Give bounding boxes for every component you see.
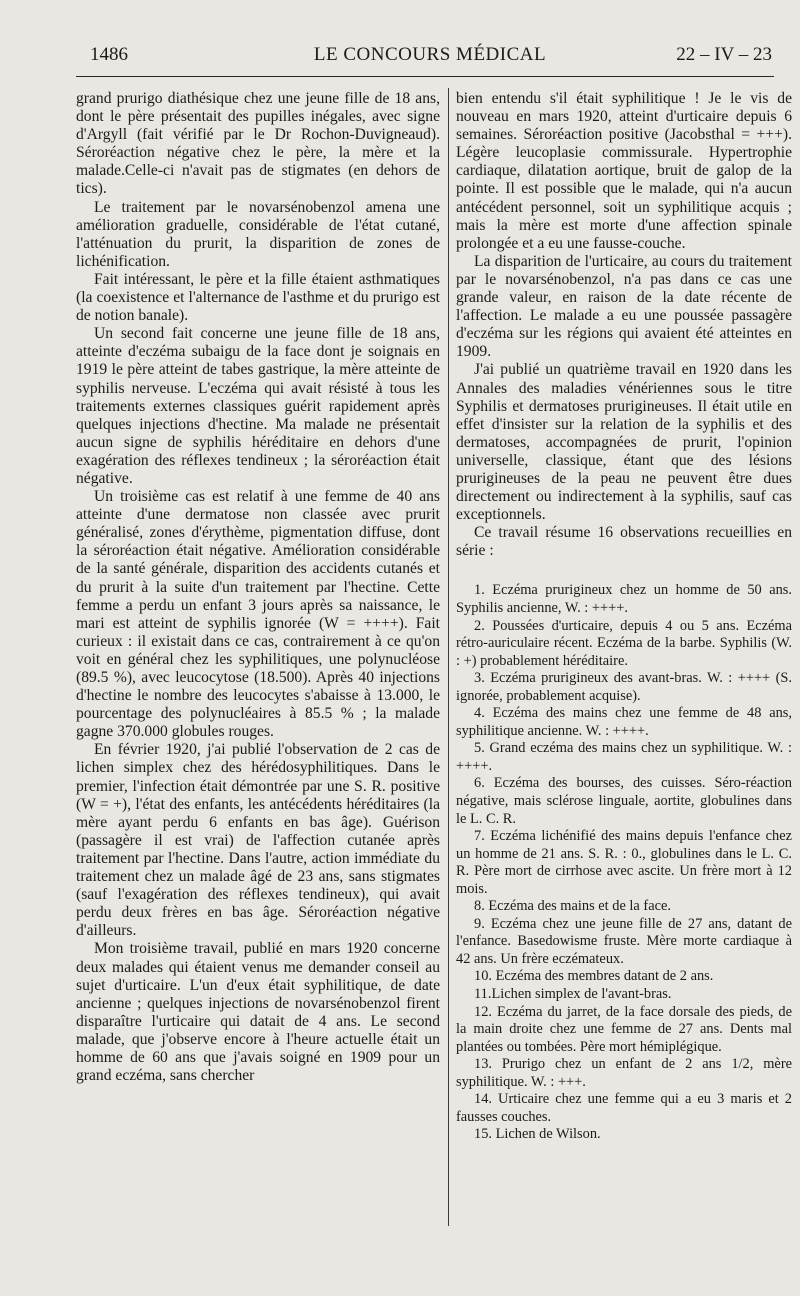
list-item: 4. Eczéma des mains chez une femme de 48 ans, syphilitique ancienne. W. : ++++.: [456, 705, 792, 739]
list-item: 14. Urticaire chez une femme qui a eu 3 maris et 2 fausses couches.: [456, 1091, 792, 1125]
paragraph: Un troisième cas est relatif à une femme de 40 ans atteinte d'une dermatose non classée avec prurit généralisé, zones d'érythème, pigmentation diffuse, dont la séroréaction était négative. Amélioration considérable de la santé générale, disparition des accidents cutanés et du prurit à la suite d'un traitement par l'hectine. Cette femme a perdu un enfant 3 jours après sa naissance, le mari est atteint de syphilis ignorée (W = ++++). Fait curieux : il existait dans ce cas, contrairement à ce qu'on voit en général chez les syphilitiques, une polynucléose (89.5 %), avec leucocytose (18.500). Après 40 injections d'hectine le nombre des leucocytes s'abaisse à 13.000, le pourcentage des polynucléaires à 85.5 % ; la malade gagne 370.000 globules rouges.: [76, 488, 440, 741]
header-rule: [76, 76, 774, 77]
paragraph: En février 1920, j'ai publié l'observation de 2 cas de lichen simplex chez des hérédosyphilitiques. Dans le premier, l'infection était démontrée par une S. R. positive (W = +), l'état des enfants, les antécédents héréditaires (la mère ayant perdu 6 enfants en bas âge). Guérison (passagère il est vrai) de l'affection cutanée après traitement par l'hectine. Dans l'autre, action immédiate du traitement chez un malade âgé de 23 ans, sans stigmates (sauf l'exagération des réflexes tendineux), qui avait perdu deux frères en bas âge. Séroréaction négative d'ailleurs.: [76, 741, 440, 940]
list-item: 11.Lichen simplex de l'avant-bras.: [474, 986, 672, 1003]
right-column: [456, 90, 792, 1236]
paragraph: Un second fait concerne une jeune fille de 18 ans, atteinte d'eczéma subaigu de la face dont je soignais en 1919 le père atteint de tabes gastrique, la mère atteinte de syphilis nerveuse. L'eczéma qui avait résisté à tous les traitements externes classiques guérit rapidement après quelques injections d'hectine. Ma malade ne présentait aucun signe de syphilis héréditaire en dehors d'une exagération des réflexes tendineux ; la séroréaction était négative.: [76, 325, 440, 487]
list-item: 1. Eczéma prurigineux chez un homme de 50 ans. Syphilis ancienne, W. : ++++.: [456, 582, 792, 616]
list-item: 12. Eczéma du jarret, de la face dorsale des pieds, de la main droite chez une femme de 27 ans. Dents mal plantées ou tombées. Père mort hémiplégique.: [456, 1003, 792, 1055]
paragraph: Fait intéressant, le père et la fille étaient asthmatiques (la coexistence et l'alternance de l'asthme et du prurigo est de notion banale).: [76, 270, 440, 325]
paragraph: grand prurigo diathésique chez une jeune fille de 18 ans, dont le père présentait des pupilles inégales, avec signe d'Argyll (fait vérifié par le Dr Rochon-Duvigneaud). Séroréaction négative chez le père, la mère et la malade.Celle-ci n'avait pas de stigmates (en dehors de tics).: [76, 90, 440, 198]
list-item: 6. Eczéma des bourses, des cuisses. Séro-réaction négative, mais sclérose linguale, aortite, globulines dans le L. C. R.: [456, 775, 792, 827]
list-item: 8. Eczéma des mains et de la face.: [474, 898, 671, 915]
journal-title: LE CONCOURS MÉDICAL: [313, 44, 547, 65]
list-item: 15. Lichen de Wilson.: [474, 1126, 601, 1143]
paragraph: Le traitement par le novarsénobenzol amena une amélioration graduelle, considérable de l'état cutané, l'atténuation du prurit, la disparition de zones de lichénification.: [76, 198, 440, 270]
paragraph: La disparition de l'urticaire, au cours du traitement par le novarsénobenzol, n'a pas dans ce cas une grande valeur, en raison de la date récente de l'affection. Le malade a eu une poussée passagère d'eczéma sur les régions qui avaient été atteintes en 1909.: [456, 252, 792, 361]
paragraph: Mon troisième travail, publié en mars 1920 concerne deux malades qui étaient venus me demander conseil au sujet d'urticaire. L'un d'eux était syphilitique, de date ancienne ; quelques injections de novarsénobenzol firent disparaître l'urticaire qui datait de 4 ans. Le second malade, que j'observe encore à l'heure actuelle était un homme de 60 ans que j'avais soigné en 1909 pour un grand eczéma, sans chercher: [76, 940, 440, 1085]
list-item: 13. Prurigo chez un enfant de 2 ans 1/2, mère syphilitique. W. : +++.: [456, 1056, 792, 1090]
observation-list: [456, 582, 792, 1144]
paragraph: bien entendu s'il était syphilitique ! Je le vis de nouveau en mars 1920, atteint d'urticaire depuis 6 semaines. Séroréaction positive (Jacobsthal = +++). Légère leucoplasie commissurale. Hypertrophie cardiaque, dilatation aortique, bruit de galop de la pointe. Il est possible que le malade, qui n'a aucun antécédent personnel, soit un syphilitique acquis ; mais la mère est morte d'une affection spinale prolongée et a eu une fausse-couche.: [456, 90, 792, 252]
left-column: [76, 90, 440, 1236]
paragraph: J'ai publié un quatrième travail en 1920 dans les Annales des maladies vénériennes sous le titre Syphilis et dermatoses prurigineuses. Il était utile en effet d'insister sur la relation de la syphilis et des dermatoses, accompagnées de prurit, l'opinion universelle, classique, étant que des lésions prurigineuses de la peau ne peuvent être dues directement ou indirectement à la syphilis, sauf cas exceptionnels.: [456, 361, 792, 524]
page-header: [80, 44, 780, 72]
list-item: 5. Grand eczéma des mains chez un syphilitique. W. : ++++.: [456, 740, 792, 774]
list-item: 2. Poussées d'urticaire, depuis 4 ou 5 ans. Eczéma rétro-auriculaire récent. Eczéma de la barbe. Syphilis (W. : +) probablement héréditaire.: [456, 617, 792, 669]
list-item: 10. Eczéma des membres datant de 2 ans.: [474, 968, 714, 985]
list-item: 7. Eczéma lichénifié des mains depuis l'enfance chez un homme de 21 ans. S. R. : 0., globulines dans le L. C. R. Père mort de cirrhose avec ascite. Un frère mort à 12 mois.: [456, 828, 792, 897]
list-item: 3. Eczéma prurigineux des avant-bras. W. : ++++ (S. ignorée, probablement acquise).: [456, 670, 792, 704]
issue-date: 22 – IV – 23: [676, 44, 772, 65]
column-divider: [448, 88, 449, 1226]
paragraph: Ce travail résume 16 observations recueillies en série :: [456, 524, 792, 560]
list-item: 9. Eczéma chez une jeune fille de 27 ans, datant de l'enfance. Basedowisme fruste. Mère morte cardiaque à 42 ans. Un frère eczémateux.: [456, 915, 792, 967]
page-number: 1486: [90, 44, 128, 65]
